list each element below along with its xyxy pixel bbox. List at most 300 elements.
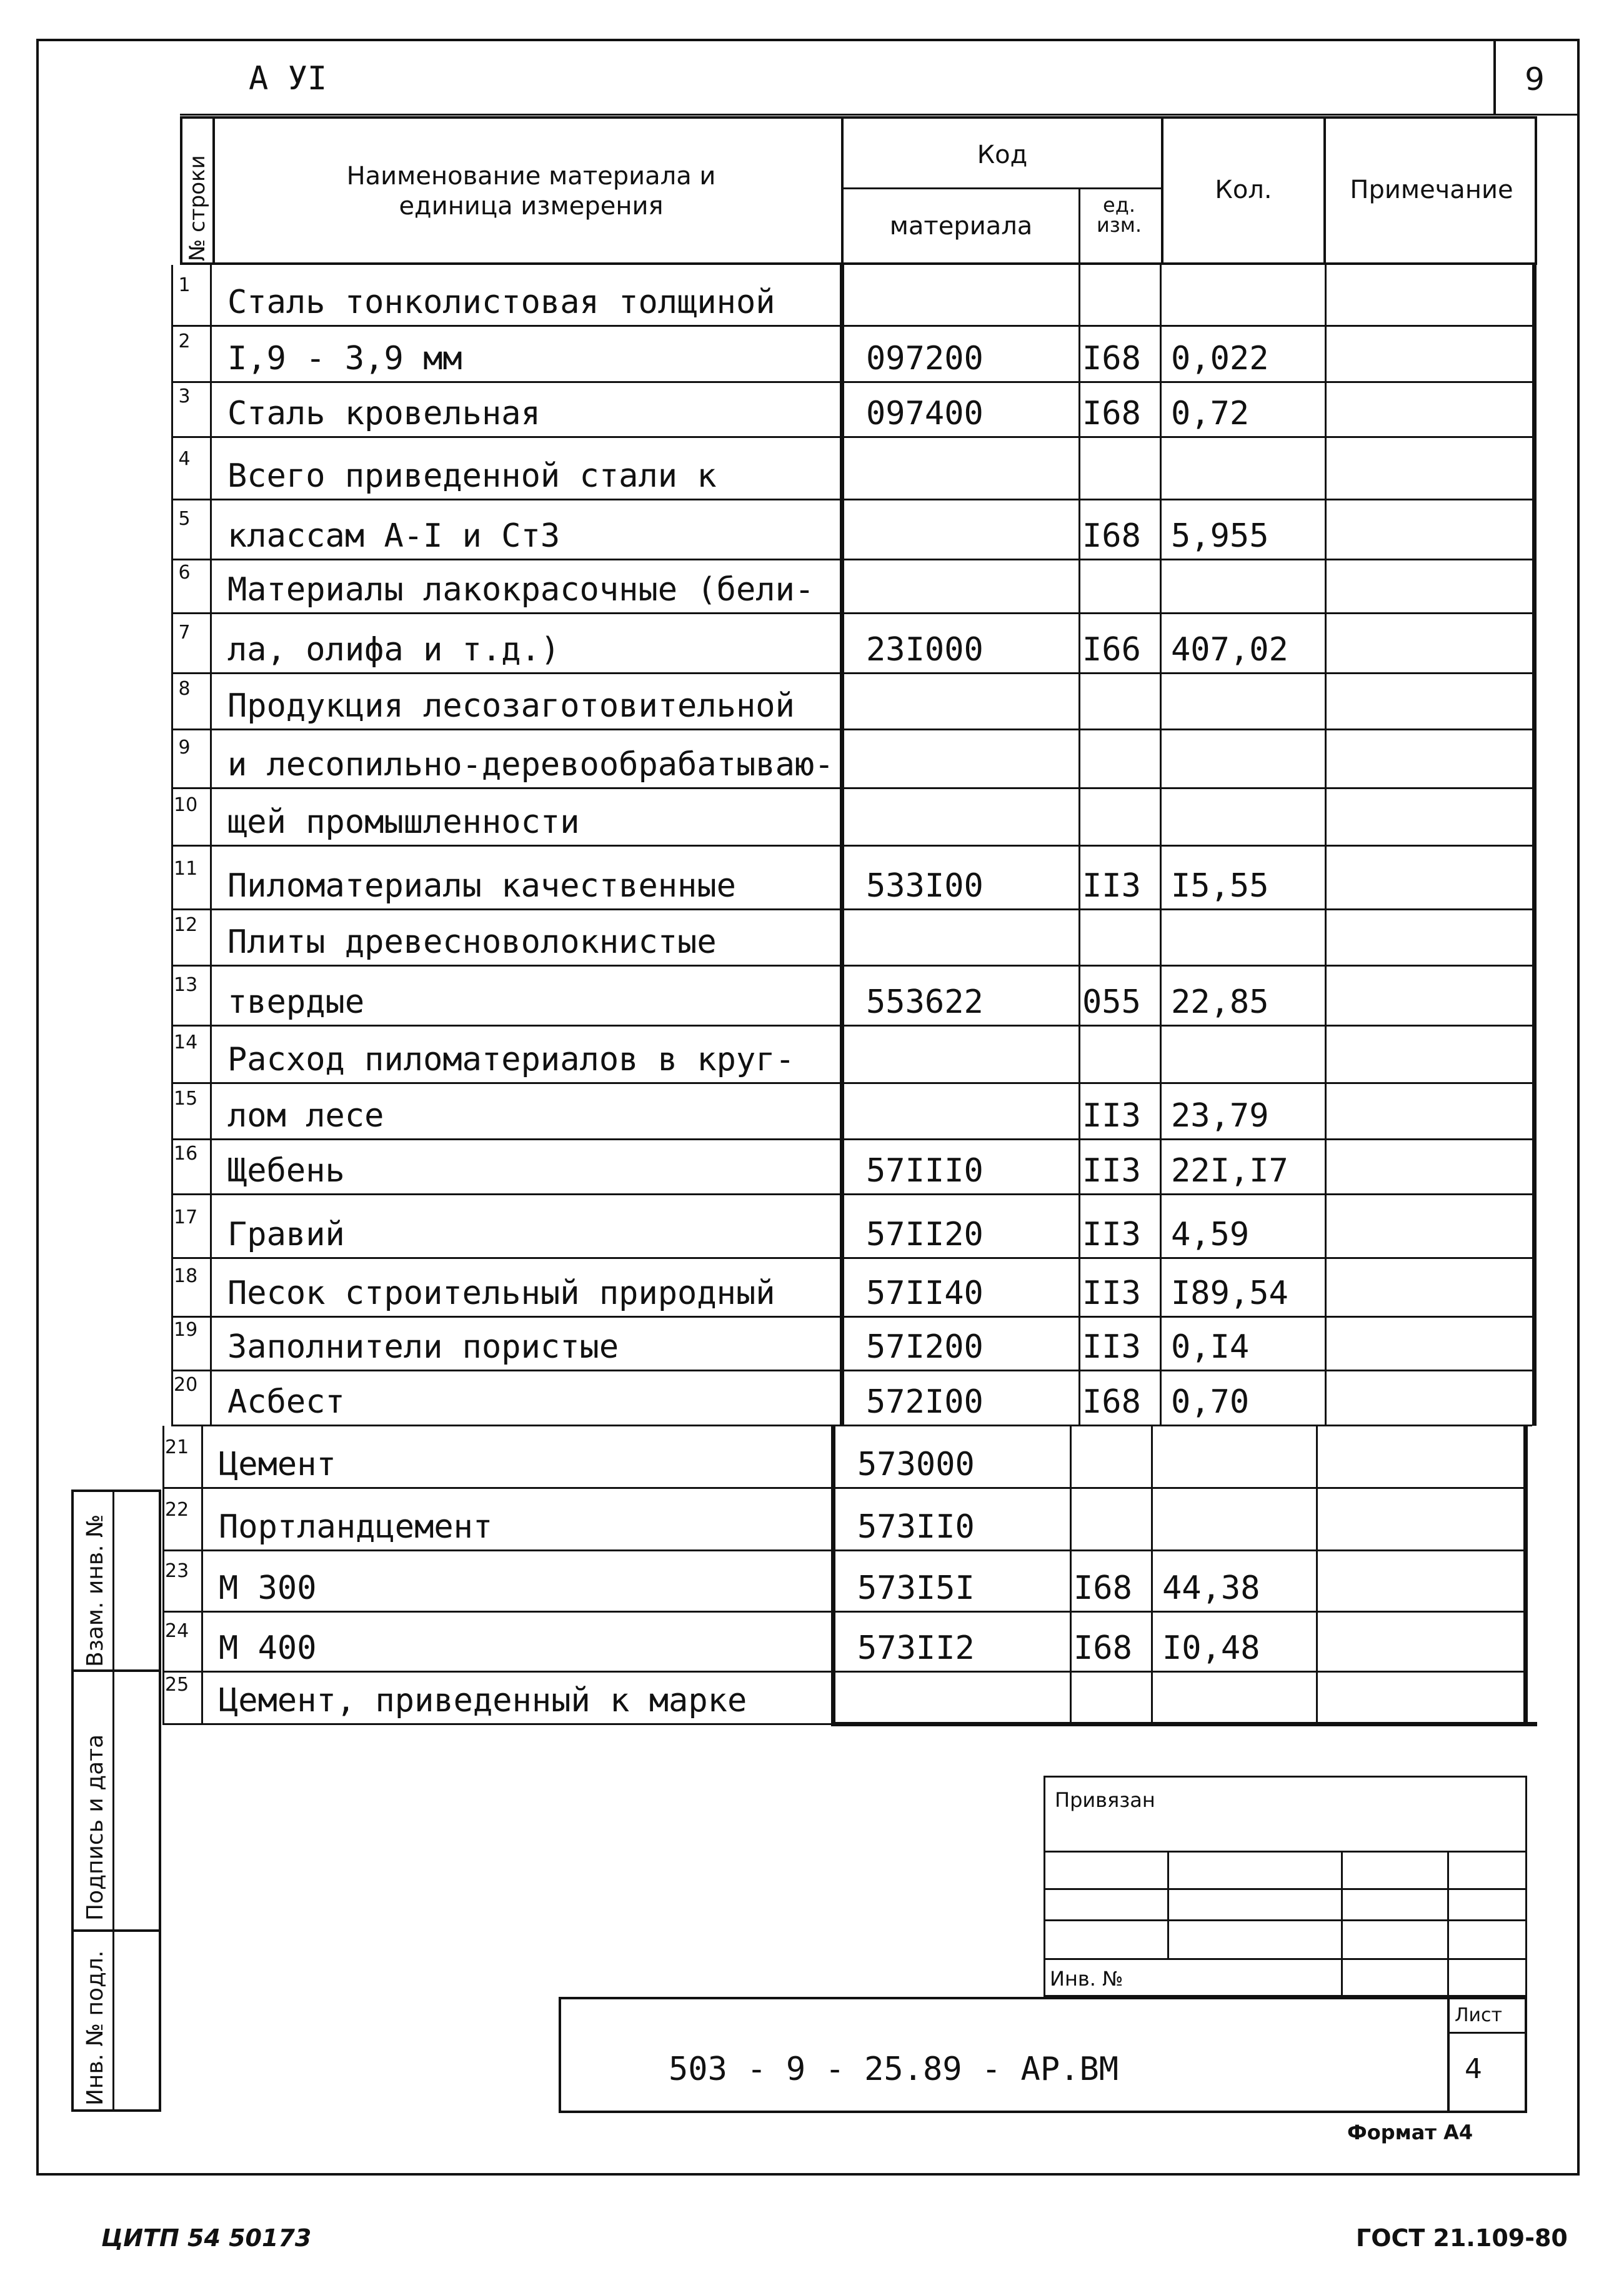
privyazan-row-3: [1044, 1919, 1527, 1921]
unit-code: II3: [1082, 867, 1141, 905]
page-number: 9: [1525, 61, 1545, 97]
row-col-line: [1532, 1317, 1537, 1371]
table-row: [0, 1258, 1624, 1317]
row-col-line: [1160, 1083, 1162, 1140]
row-col-line: [171, 1026, 173, 1083]
row-col-line: [1532, 1140, 1537, 1195]
row-col-line: [840, 674, 844, 730]
material-code: 57II40: [866, 1275, 984, 1312]
unit-code: II3: [1082, 1216, 1141, 1253]
row-col-line: [1532, 382, 1537, 437]
privyazan-col-2: [1341, 1851, 1343, 1997]
row-col-line: [840, 788, 844, 846]
material-name: и лесопильно-деревообрабатываю-: [227, 746, 834, 783]
row-col-line: [171, 846, 173, 910]
material-name: лом лесе: [227, 1097, 384, 1135]
sheet-box-label-line: [1447, 2032, 1527, 2034]
row-col-line: [1532, 1083, 1537, 1140]
quantity-value: 44,38: [1162, 1569, 1260, 1607]
row-col-line: [171, 1083, 173, 1140]
row-col-line: [1070, 1672, 1072, 1724]
row-col-line: [1532, 1026, 1537, 1083]
row-number: 5: [178, 508, 191, 530]
row-col-line: [210, 846, 212, 910]
format-label: Формат А4: [1347, 2121, 1473, 2144]
row-number: 1: [178, 274, 191, 296]
row-col-line: [1160, 1195, 1162, 1258]
row-col-line: [1532, 730, 1537, 788]
table-row: [0, 910, 1624, 966]
row-col-line: [1070, 1426, 1072, 1488]
row-col-line: [1151, 1672, 1153, 1724]
row-col-line: [1079, 326, 1080, 382]
row-col-line: [1079, 1371, 1080, 1426]
table-row: [0, 730, 1624, 788]
table-row: [0, 1083, 1624, 1140]
sheet-code: А УI: [249, 60, 327, 97]
row-col-line: [1160, 1317, 1162, 1371]
row-col-line: [840, 437, 844, 500]
quantity-value: 0,022: [1171, 340, 1269, 377]
sheet-box-divider: [1447, 1997, 1450, 2113]
row-col-line: [171, 614, 173, 674]
row-col-line: [831, 1488, 835, 1551]
row-col-line: [210, 614, 212, 674]
row-col-line: [840, 1026, 844, 1083]
row-col-line: [1079, 1083, 1080, 1140]
row-col-line: [171, 1317, 173, 1371]
header-code-divider: [841, 187, 1162, 189]
row-col-line: [1532, 910, 1537, 966]
row-col-line: [171, 730, 173, 788]
row-col-line: [1160, 560, 1162, 614]
row-col-line: [840, 560, 844, 614]
row-col-line: [1523, 1551, 1528, 1612]
row-col-line: [1160, 966, 1162, 1026]
row-number: 4: [178, 448, 191, 470]
unit-code: II3: [1082, 1275, 1141, 1312]
row-number: 17: [174, 1206, 198, 1228]
sheet-label: Лист: [1455, 2004, 1503, 2026]
row-col-line: [1532, 1371, 1537, 1426]
footer-right-code: ГОСТ 21.109-80: [1356, 2224, 1568, 2252]
material-name: Расход пиломатериалов в круг-: [227, 1041, 795, 1078]
row-col-line: [1079, 1195, 1080, 1258]
table-bottom-line: [831, 1722, 1537, 1726]
privyazan-row-1: [1044, 1851, 1527, 1853]
unit-code: 055: [1082, 983, 1141, 1021]
material-code: 533I00: [866, 867, 984, 905]
privyazan-label: Привязан: [1055, 1788, 1155, 1812]
row-col-line: [840, 1258, 844, 1317]
row-col-line: [210, 437, 212, 500]
row-col-line: [1532, 1258, 1537, 1317]
row-col-line: [840, 1083, 844, 1140]
table-row: [0, 437, 1624, 500]
row-col-line: [1325, 560, 1327, 614]
row-col-line: [1325, 1195, 1327, 1258]
row-col-line: [831, 1426, 835, 1488]
row-col-line: [210, 1371, 212, 1426]
side-stamp-divider-1: [71, 1669, 161, 1672]
row-col-line: [162, 1488, 164, 1551]
row-col-line: [1523, 1612, 1528, 1672]
row-col-line: [1523, 1426, 1528, 1488]
row-col-line: [1079, 500, 1080, 560]
material-code: 573I5I: [857, 1569, 975, 1607]
row-col-line: [201, 1672, 203, 1724]
table-row: [0, 1140, 1624, 1195]
row-col-line: [840, 846, 844, 910]
unit-code: II3: [1082, 1328, 1141, 1366]
row-col-line: [1316, 1488, 1318, 1551]
row-col-line: [1070, 1612, 1072, 1672]
row-col-line: [201, 1426, 203, 1488]
table-row: [0, 674, 1624, 730]
table-row: [0, 382, 1624, 437]
quantity-value: I89,54: [1171, 1275, 1288, 1312]
row-col-line: [171, 382, 173, 437]
row-col-line: [1079, 966, 1080, 1026]
row-col-line: [1160, 1258, 1162, 1317]
row-number: 12: [174, 914, 198, 936]
row-number: 18: [174, 1265, 198, 1287]
row-col-line: [1532, 326, 1537, 382]
podpis-data-label: Подпись и дата: [82, 1734, 108, 1921]
row-number: 23: [165, 1560, 189, 1582]
material-name: твердые: [227, 983, 365, 1021]
quantity-value: 5,955: [1171, 517, 1269, 555]
code-material-header: материала: [889, 212, 1033, 241]
row-col-line: [1151, 1612, 1153, 1672]
row-col-line: [1160, 910, 1162, 966]
row-col-line: [840, 500, 844, 560]
quantity-value: 23,79: [1171, 1097, 1269, 1135]
row-col-line: [1079, 1026, 1080, 1083]
row-col-line: [1160, 265, 1162, 326]
footer-left-code: ЦИТП 54 50173: [101, 2224, 312, 2252]
material-name: щей промышленности: [227, 803, 580, 841]
table-row: [0, 1317, 1624, 1371]
row-col-line: [171, 265, 173, 326]
row-col-line: [162, 1426, 164, 1488]
row-number: 13: [174, 974, 198, 996]
row-col-line: [1160, 614, 1162, 674]
row-col-line: [171, 500, 173, 560]
quantity-value: 407,02: [1171, 631, 1288, 669]
row-col-line: [210, 1317, 212, 1371]
row-col-line: [1532, 265, 1537, 326]
row-col-line: [1325, 1317, 1327, 1371]
unit-code: II3: [1082, 1097, 1141, 1135]
unit-code: II3: [1082, 1152, 1141, 1190]
row-col-line: [171, 910, 173, 966]
row-col-line: [840, 326, 844, 382]
row-col-line: [201, 1488, 203, 1551]
material-code: 553622: [866, 983, 984, 1021]
side-stamp-inner-line: [112, 1490, 114, 2112]
privyazan-row-2: [1044, 1888, 1527, 1890]
privyazan-row-4: [1044, 1958, 1527, 1960]
row-col-line: [162, 1551, 164, 1612]
row-col-line: [171, 560, 173, 614]
material-code: 57I200: [866, 1328, 984, 1366]
row-col-line: [1160, 437, 1162, 500]
quantity-value: 0,70: [1171, 1383, 1250, 1421]
table-row: [0, 1195, 1624, 1258]
material-name: ла, олифа и т.д.): [227, 631, 560, 669]
row-col-line: [171, 1195, 173, 1258]
quantity-value: 22I,I7: [1171, 1152, 1288, 1190]
row-number: 14: [174, 1032, 198, 1053]
row-col-line: [1070, 1551, 1072, 1612]
quantity-value: 0,72: [1171, 395, 1250, 432]
row-col-line: [1532, 437, 1537, 500]
quantity-header: Кол.: [1215, 176, 1272, 204]
row-col-line: [1532, 846, 1537, 910]
row-col-line: [1079, 910, 1080, 966]
table-row: [0, 500, 1624, 560]
quantity-value: 0,I4: [1171, 1328, 1250, 1366]
material-name: Сталь тонколистовая толщиной: [227, 284, 775, 321]
row-col-line: [171, 966, 173, 1026]
row-col-line: [831, 1551, 835, 1612]
row-col-line: [840, 1195, 844, 1258]
row-col-line: [1070, 1488, 1072, 1551]
row-col-line: [1325, 674, 1327, 730]
unit-code: I68: [1074, 1629, 1132, 1667]
row-col-line: [171, 674, 173, 730]
row-col-line: [1523, 1672, 1528, 1724]
material-name: Цемент: [219, 1446, 336, 1483]
row-col-line: [171, 788, 173, 846]
row-col-line: [1079, 265, 1080, 326]
material-code: 572I00: [866, 1383, 984, 1421]
row-number: 8: [178, 678, 191, 700]
note-header: Примечание: [1350, 176, 1513, 204]
row-col-line: [1079, 437, 1080, 500]
row-col-line: [210, 674, 212, 730]
sheet-number: 4: [1465, 2053, 1482, 2085]
inv-no-label: Инв. №: [1050, 1967, 1123, 1991]
material-code: 573II0: [857, 1508, 975, 1546]
row-number: 25: [165, 1674, 189, 1696]
quantity-value: I0,48: [1162, 1629, 1260, 1667]
row-col-line: [1532, 560, 1537, 614]
row-col-line: [210, 966, 212, 1026]
table-row: [0, 1612, 1624, 1672]
row-col-line: [1316, 1612, 1318, 1672]
inv-podl-label: Инв. № подл.: [82, 1950, 108, 2106]
row-col-line: [1325, 730, 1327, 788]
row-col-line: [1160, 730, 1162, 788]
row-col-line: [210, 560, 212, 614]
row-col-line: [1325, 1026, 1327, 1083]
row-col-line: [840, 730, 844, 788]
row-col-line: [840, 1371, 844, 1426]
table-row: [0, 1371, 1624, 1426]
row-col-line: [1316, 1672, 1318, 1724]
row-col-line: [1079, 846, 1080, 910]
material-name: Продукция лесозаготовительной: [227, 687, 795, 725]
row-col-line: [1532, 966, 1537, 1026]
table-row: [0, 1426, 1624, 1488]
row-col-line: [1151, 1488, 1153, 1551]
row-col-line: [1079, 560, 1080, 614]
material-name: Портландцемент: [219, 1508, 493, 1546]
material-name: Гравий: [227, 1216, 345, 1253]
row-col-line: [201, 1551, 203, 1612]
row-col-line: [210, 382, 212, 437]
unit-code: I68: [1082, 1383, 1141, 1421]
table-row: [0, 846, 1624, 910]
material-name: Цемент, приведенный к марке: [219, 1682, 747, 1719]
row-number: 6: [178, 562, 191, 584]
row-col-line: [1079, 614, 1080, 674]
row-col-line: [171, 437, 173, 500]
material-name: М 400: [219, 1629, 317, 1667]
table-row: [0, 265, 1624, 326]
vzam-inv-label: Взам. инв. №: [82, 1514, 108, 1667]
row-number: 9: [178, 737, 191, 759]
table-row: [0, 788, 1624, 846]
row-col-line: [1160, 846, 1162, 910]
name-column-header: Наименование материала и единица измерения: [346, 162, 716, 221]
row-col-line: [1160, 382, 1162, 437]
row-col-line: [831, 1612, 835, 1672]
row-col-line: [210, 326, 212, 382]
row-number: 19: [174, 1319, 198, 1341]
row-col-line: [1160, 326, 1162, 382]
material-code: 097200: [866, 340, 984, 377]
material-code: 573000: [857, 1446, 975, 1483]
row-col-line: [840, 966, 844, 1026]
row-col-line: [1532, 614, 1537, 674]
row-col-line: [210, 730, 212, 788]
code-group-header: Код: [977, 141, 1028, 169]
row-col-line: [1325, 437, 1327, 500]
header-col-line-1: [212, 116, 215, 265]
row-col-line: [1523, 1488, 1528, 1551]
row-number: 21: [165, 1436, 189, 1458]
row-col-line: [1325, 966, 1327, 1026]
row-col-line: [210, 265, 212, 326]
material-name: классам А-I и Ст3: [227, 517, 560, 555]
row-col-line: [210, 1195, 212, 1258]
header-col-line-2: [841, 116, 844, 265]
material-name: Пиломатериалы качественные: [227, 867, 736, 905]
material-name: Сталь кровельная: [227, 395, 541, 432]
row-col-line: [1160, 1140, 1162, 1195]
material-name: Асбест: [227, 1383, 345, 1421]
side-stamp-divider-2: [71, 1929, 161, 1932]
row-col-line: [1316, 1426, 1318, 1488]
material-code: 23I000: [866, 631, 984, 669]
material-name: Щебень: [227, 1152, 345, 1190]
row-number: 7: [178, 622, 191, 644]
unit-code: I68: [1074, 1569, 1132, 1607]
row-number: 10: [174, 794, 198, 816]
material-code: 573II2: [857, 1629, 975, 1667]
row-col-line: [840, 265, 844, 326]
table-row: [0, 614, 1624, 674]
material-code: 57III0: [866, 1152, 984, 1190]
row-col-line: [840, 910, 844, 966]
row-col-line: [1325, 846, 1327, 910]
row-number: 20: [174, 1374, 198, 1396]
row-col-line: [210, 1258, 212, 1317]
material-code: 57II20: [866, 1216, 984, 1253]
row-col-line: [210, 788, 212, 846]
row-col-line: [1325, 500, 1327, 560]
material-name: Заполнители пористые: [227, 1328, 619, 1366]
row-col-line: [840, 614, 844, 674]
code-unit-header: ед. изм.: [1096, 193, 1142, 237]
row-col-line: [1325, 1140, 1327, 1195]
row-col-line: [1160, 788, 1162, 846]
row-col-line: [1325, 382, 1327, 437]
row-number: 11: [174, 858, 198, 880]
unit-code: I68: [1082, 517, 1141, 555]
material-name: I,9 - 3,9 мм: [227, 340, 462, 377]
row-number: 16: [174, 1143, 198, 1165]
row-col-line: [1151, 1551, 1153, 1612]
row-number: 24: [165, 1620, 189, 1642]
row-no-header: № строки: [185, 155, 210, 261]
row-col-line: [210, 1140, 212, 1195]
row-col-line: [201, 1612, 203, 1672]
table-row: [0, 1672, 1624, 1724]
row-col-line: [171, 1140, 173, 1195]
table-row: [0, 966, 1624, 1026]
row-col-line: [162, 1612, 164, 1672]
row-col-line: [171, 1371, 173, 1426]
document-designation: 503 - 9 - 25.89 - АР.ВМ: [669, 2051, 1119, 2088]
material-name: Материалы лакокрасочные (бели-: [227, 571, 815, 609]
row-col-line: [162, 1672, 164, 1724]
row-col-line: [1160, 674, 1162, 730]
row-col-line: [1532, 1195, 1537, 1258]
row-col-line: [831, 1672, 835, 1724]
row-col-line: [210, 1026, 212, 1083]
row-col-line: [1316, 1551, 1318, 1612]
row-col-line: [1079, 1140, 1080, 1195]
table-row: [0, 1488, 1624, 1551]
header-col-line-3: [1079, 189, 1080, 265]
row-col-line: [840, 1140, 844, 1195]
row-col-line: [1079, 730, 1080, 788]
table-row: [0, 326, 1624, 382]
unit-code: I66: [1082, 631, 1141, 669]
row-col-line: [1079, 788, 1080, 846]
row-col-line: [1325, 265, 1327, 326]
row-col-line: [1160, 500, 1162, 560]
row-col-line: [1325, 1258, 1327, 1317]
row-number: 22: [165, 1499, 189, 1521]
row-col-line: [1151, 1426, 1153, 1488]
row-number: 2: [178, 331, 191, 352]
material-name: Плиты древесноволокнистые: [227, 923, 717, 961]
privyazan-col-1: [1167, 1851, 1169, 1958]
row-col-line: [1325, 1083, 1327, 1140]
quantity-value: I5,55: [1171, 867, 1269, 905]
table-row: [0, 1026, 1624, 1083]
unit-code: I68: [1082, 340, 1141, 377]
row-col-line: [1079, 1258, 1080, 1317]
material-name: Песок строительный природный: [227, 1275, 775, 1312]
quantity-value: 22,85: [1171, 983, 1269, 1021]
row-col-line: [210, 910, 212, 966]
